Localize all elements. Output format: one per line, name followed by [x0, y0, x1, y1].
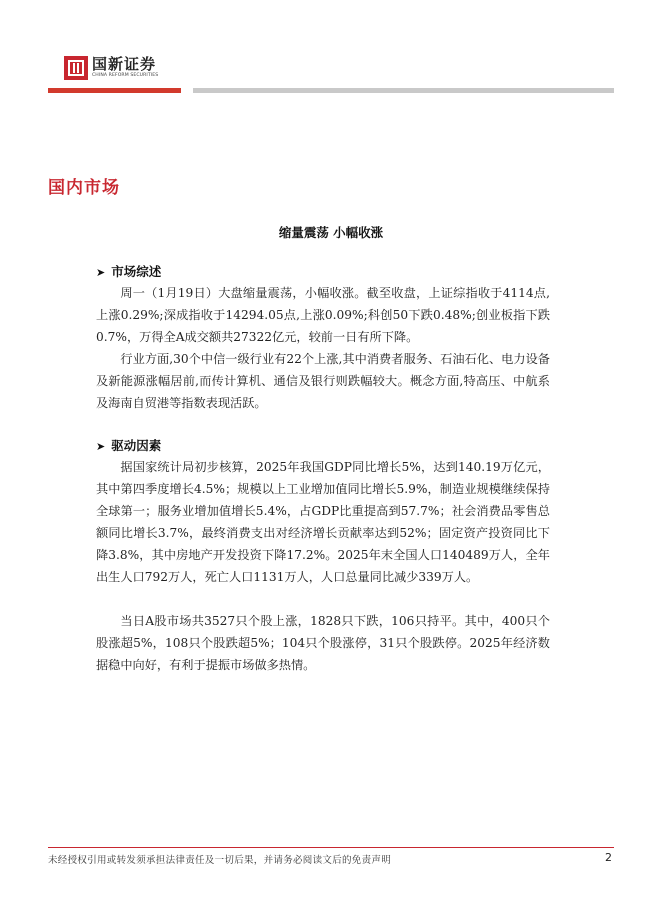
- header-rule-gray: [193, 88, 614, 93]
- subheading-drivers: [96, 436, 161, 454]
- article-title: 缩量震荡 小幅收涨: [278, 225, 384, 240]
- section-title: 国内市场: [48, 178, 120, 198]
- paragraph: 据国家统计局初步核算，2025年我国GDP同比增长5%，达到140.19万亿元，其中第四季度增长4.5%；规模以上工业增加值同比增长5.9%，制造业规模继续保持全球第一；服务业增加值增长5.4%，占GDP比重提高到57.7%；社会消费品零售总额同比增长3.7%，最终消费支出对经济增长贡献率达到52%；固定资产投资同比下降3.8%，其中房地产开发投资下降17.2%。2025年末全国人口140489万人，全年出生人口792万人，死亡人口1131万人，人口总量同比减少339万人。: [96, 460, 550, 584]
- logo-name-en: CHINA REFORM SECURITIES: [92, 73, 159, 79]
- footer-disclaimer: 未经授权引用或转发须承担法律责任及一切后果，并请务必阅读文后的免责声明: [48, 855, 392, 866]
- logo-mark-icon: [64, 56, 88, 80]
- logo-text: [92, 57, 158, 79]
- company-logo: [64, 55, 158, 81]
- subheading-label: 市场综述: [111, 264, 162, 279]
- logo-name-cn: 国新证券: [92, 55, 157, 74]
- arrow-bullet-icon: ➤: [96, 440, 106, 453]
- paragraph: 当日A股市场共3527只个股上涨，1828只下跌，106只持平。其中，400只个股涨超5%，108只个股跌超5%；104只个股涨停，31只个股跌停。2025年经济数据稳中向好，有利于提振市场做多热情。: [96, 614, 550, 672]
- footer-rule: [48, 847, 614, 848]
- paragraph: 周一（1月19日）大盘缩量震荡，小幅收涨。截至收盘，上证综指收于4114点,上涨0.29%;深成指收于14294.05点,上涨0.09%;科创50下跌0.48%;创业板指下跌0.7%，万得全A成交额共27322亿元，较前一日有所下降。: [96, 286, 550, 344]
- header-rule-red: [48, 88, 181, 93]
- page-number: 2: [605, 851, 612, 864]
- arrow-bullet-icon: ➤: [96, 266, 106, 279]
- subheading-label: 驱动因素: [111, 438, 162, 453]
- subheading-market-overview: [96, 262, 161, 280]
- paragraph: 行业方面,30个中信一级行业有22个上涨,其中消费者服务、石油石化、电力设备及新能源涨幅居前,而传计算机、通信及银行则跌幅较大。概念方面,特高压、中航系及海南自贸港等指数表现活跃。: [96, 352, 550, 410]
